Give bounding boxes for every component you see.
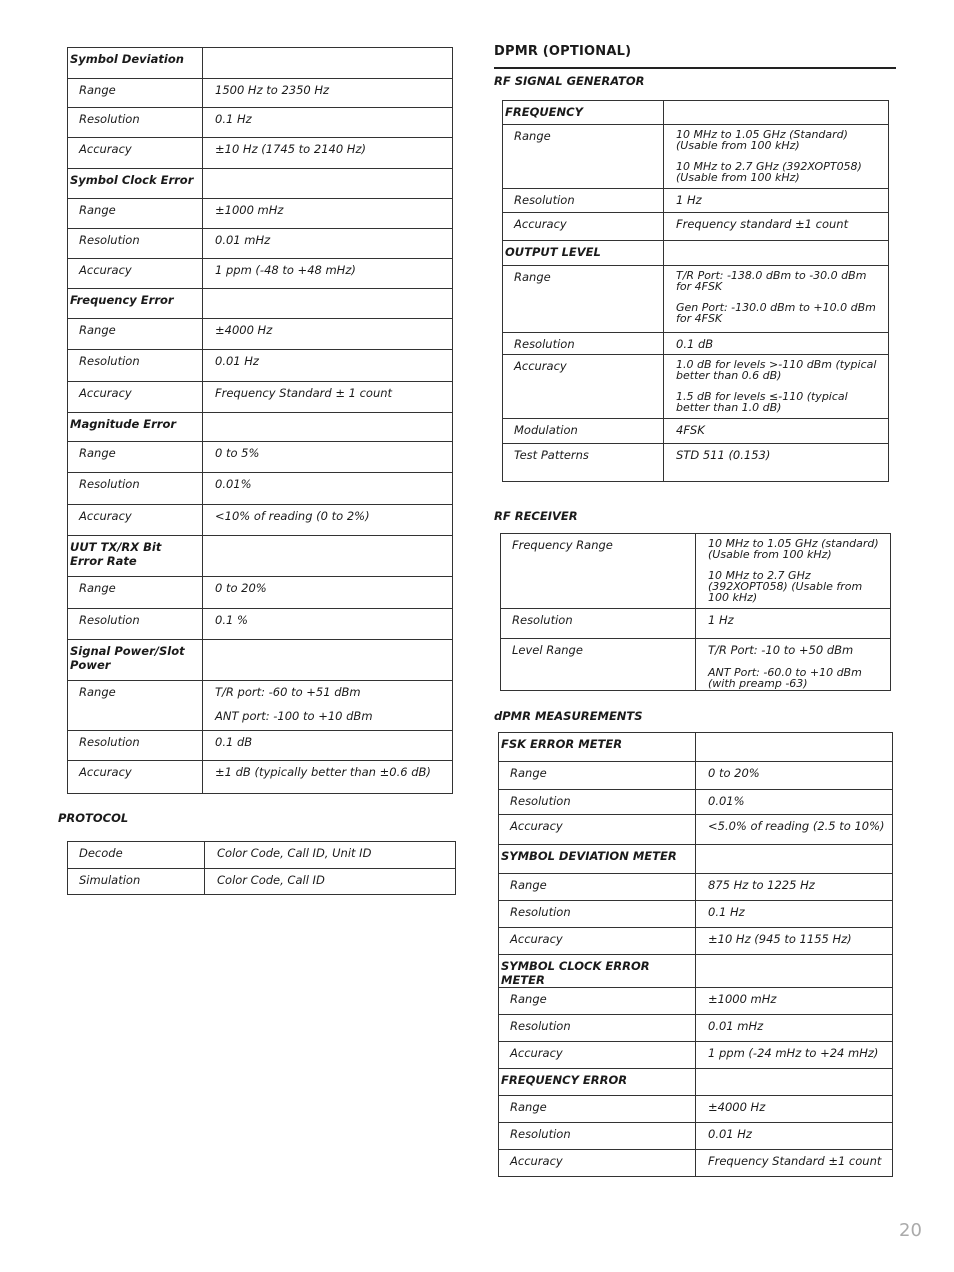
spec-row bbox=[68, 731, 453, 761]
spec-value-cell bbox=[696, 639, 891, 691]
spec-parameter-label: Resolution bbox=[68, 108, 203, 138]
spec-row bbox=[501, 534, 891, 609]
spec-row bbox=[503, 355, 889, 419]
spec-value: 0.01 Hz bbox=[215, 354, 259, 368]
spec-parameter-label: Resolution bbox=[68, 350, 203, 382]
spec-value-cell bbox=[203, 259, 453, 289]
spec-row bbox=[503, 189, 889, 213]
spec-group-title: SYMBOL CLOCK ERROR METER bbox=[499, 955, 696, 988]
spec-value: 0 to 5% bbox=[215, 446, 260, 460]
spec-row bbox=[503, 419, 889, 444]
protocol-spec-table bbox=[67, 841, 456, 895]
spec-value-cell bbox=[203, 681, 453, 731]
spec-value: 0 to 20% bbox=[708, 766, 760, 780]
spec-value: <5.0% of reading (2.5 to 10%) bbox=[708, 819, 885, 833]
spec-value: 0 to 20% bbox=[215, 581, 267, 595]
spec-parameter-label: Range bbox=[68, 199, 203, 229]
spec-group-title: FREQUENCY bbox=[503, 101, 664, 125]
spec-group-empty-cell bbox=[664, 101, 889, 125]
spec-row bbox=[501, 639, 891, 691]
spec-group-empty-cell bbox=[696, 955, 893, 988]
spec-row bbox=[68, 577, 453, 609]
spec-value-cell bbox=[205, 842, 456, 869]
spec-parameter-label: Accuracy bbox=[499, 1042, 696, 1069]
spec-parameter-label: Resolution bbox=[499, 1015, 696, 1042]
page-number: 20 bbox=[899, 1220, 922, 1241]
spec-value-cell bbox=[203, 505, 453, 536]
spec-value-cell bbox=[203, 382, 453, 413]
spec-row bbox=[68, 138, 453, 169]
spec-group-title: UUT TX/RX Bit Error Rate bbox=[68, 536, 203, 577]
spec-group-empty-cell bbox=[203, 289, 453, 319]
spec-parameter-label: Resolution bbox=[499, 1123, 696, 1150]
spec-parameter-label: Accuracy bbox=[68, 259, 203, 289]
spec-value-cell bbox=[203, 350, 453, 382]
spec-group-header-row bbox=[68, 169, 453, 199]
spec-group-header-row bbox=[499, 733, 893, 762]
spec-value-cell bbox=[664, 419, 889, 444]
spec-value-cell bbox=[664, 333, 889, 355]
spec-group-header-row bbox=[68, 48, 453, 79]
spec-value-cell bbox=[203, 229, 453, 259]
spec-value-cell bbox=[696, 1042, 893, 1069]
spec-value-cell bbox=[696, 1096, 893, 1123]
spec-value-cell bbox=[203, 442, 453, 473]
spec-group-header-row bbox=[503, 241, 889, 266]
spec-row bbox=[499, 815, 893, 845]
spec-row bbox=[503, 266, 889, 333]
spec-value: 10 MHz to 2.7 GHz (392XOPT058) (Usable from 100 kHz) bbox=[676, 160, 862, 184]
spec-value: 0.01 Hz bbox=[708, 1127, 752, 1141]
spec-parameter-label: Range bbox=[499, 1096, 696, 1123]
protocol-label: PROTOCOL bbox=[58, 811, 129, 825]
spec-parameter-label: Resolution bbox=[499, 901, 696, 928]
spec-row bbox=[68, 505, 453, 536]
spec-group-empty-cell bbox=[203, 48, 453, 79]
spec-row bbox=[68, 259, 453, 289]
spec-parameter-label: Accuracy bbox=[68, 382, 203, 413]
spec-group-empty-cell bbox=[203, 169, 453, 199]
dpmr-measurements-label: dPMR MEASUREMENTS bbox=[494, 709, 643, 723]
spec-value: STD 511 (0.153) bbox=[676, 448, 771, 462]
spec-parameter-label: Range bbox=[503, 266, 664, 333]
spec-group-title: Symbol Clock Error bbox=[68, 169, 203, 199]
spec-group-header-row bbox=[68, 413, 453, 442]
spec-row bbox=[503, 444, 889, 482]
spec-value: 0.01 mHz bbox=[708, 1019, 764, 1033]
spec-parameter-label: Resolution bbox=[499, 790, 696, 815]
spec-group-empty-cell bbox=[696, 733, 893, 762]
spec-value: 1 ppm (-48 to +48 mHz) bbox=[215, 263, 356, 277]
spec-parameter-label: Range bbox=[68, 319, 203, 350]
spec-parameter-label: Range bbox=[503, 125, 664, 189]
spec-parameter-label: Range bbox=[499, 762, 696, 790]
spec-row bbox=[503, 213, 889, 241]
spec-parameter-label: Accuracy bbox=[68, 505, 203, 536]
spec-row bbox=[501, 609, 891, 639]
rf-receiver-label: RF RECEIVER bbox=[494, 509, 578, 523]
spec-group-title: Frequency Error bbox=[68, 289, 203, 319]
spec-parameter-label: Resolution bbox=[68, 473, 203, 505]
spec-row bbox=[503, 125, 889, 189]
spec-parameter-label: Accuracy bbox=[68, 761, 203, 794]
spec-group-header-row bbox=[499, 845, 893, 874]
spec-value: ±4000 Hz bbox=[215, 323, 273, 337]
spec-value: ANT port: -100 to +10 dBm bbox=[215, 709, 373, 723]
spec-value: ±4000 Hz bbox=[708, 1100, 766, 1114]
spec-value: ±10 Hz (945 to 1155 Hz) bbox=[708, 932, 852, 946]
spec-row bbox=[499, 790, 893, 815]
spec-parameter-label: Accuracy bbox=[503, 355, 664, 419]
spec-group-title: Magnitude Error bbox=[68, 413, 203, 442]
spec-group-title: FREQUENCY ERROR bbox=[499, 1069, 696, 1096]
spec-value-cell bbox=[696, 534, 891, 609]
spec-parameter-label: Resolution bbox=[501, 609, 696, 639]
spec-value-cell bbox=[696, 762, 893, 790]
spec-group-empty-cell bbox=[203, 413, 453, 442]
spec-value: 1 ppm (-24 mHz to +24 mHz) bbox=[708, 1046, 879, 1060]
spec-group-title: FSK ERROR METER bbox=[499, 733, 696, 762]
spec-value-cell bbox=[203, 108, 453, 138]
spec-value-cell bbox=[696, 790, 893, 815]
spec-value: Gen Port: -130.0 dBm to +10.0 dBm for 4FSK bbox=[676, 301, 876, 325]
spec-parameter-label: Resolution bbox=[503, 333, 664, 355]
spec-value: T/R port: -60 to +51 dBm bbox=[215, 685, 361, 699]
spec-row bbox=[499, 874, 893, 901]
spec-row bbox=[68, 319, 453, 350]
spec-parameter-label: Resolution bbox=[68, 731, 203, 761]
spec-parameter-label: Accuracy bbox=[68, 138, 203, 169]
spec-parameter-label: Range bbox=[68, 681, 203, 731]
spec-value: Color Code, Call ID bbox=[217, 873, 325, 887]
spec-group-title: Symbol Deviation bbox=[68, 48, 203, 79]
spec-value-cell bbox=[664, 266, 889, 333]
spec-value: 0.01% bbox=[215, 477, 252, 491]
spec-group-empty-cell bbox=[203, 640, 453, 681]
spec-value: ±1 dB (typically better than ±0.6 dB) bbox=[215, 765, 431, 779]
spec-value-cell bbox=[203, 199, 453, 229]
spec-group-empty-cell bbox=[696, 845, 893, 874]
spec-value-cell bbox=[664, 355, 889, 419]
spec-value: ANT Port: -60.0 to +10 dBm (with preamp -63) bbox=[708, 666, 862, 690]
spec-parameter-label: Accuracy bbox=[499, 928, 696, 955]
spec-group-title: Signal Power/Slot Power bbox=[68, 640, 203, 681]
spec-parameter-label: Resolution bbox=[68, 609, 203, 640]
spec-value-cell bbox=[203, 319, 453, 350]
spec-parameter-label: Range bbox=[68, 79, 203, 108]
spec-value-cell bbox=[696, 815, 893, 845]
spec-parameter-label: Accuracy bbox=[499, 815, 696, 845]
signal-measurement-spec-table bbox=[67, 47, 453, 794]
spec-parameter-label: Resolution bbox=[68, 229, 203, 259]
spec-value: Frequency Standard ±1 count bbox=[708, 1154, 882, 1168]
rf-signal-generator-table bbox=[502, 100, 889, 482]
spec-row bbox=[499, 1096, 893, 1123]
spec-row bbox=[68, 681, 453, 731]
spec-row bbox=[68, 842, 456, 869]
spec-value-cell bbox=[696, 1123, 893, 1150]
spec-value: T/R Port: -138.0 dBm to -30.0 dBm for 4FSK bbox=[676, 269, 867, 293]
spec-value-cell bbox=[696, 609, 891, 639]
spec-value: 1 Hz bbox=[708, 613, 734, 627]
spec-parameter-label: Modulation bbox=[503, 419, 664, 444]
spec-group-header-row bbox=[68, 289, 453, 319]
spec-group-empty-cell bbox=[696, 1069, 893, 1096]
spec-parameter-label: Frequency Range bbox=[501, 534, 696, 609]
spec-value: 0.01% bbox=[708, 794, 745, 808]
spec-row bbox=[499, 988, 893, 1015]
spec-group-header-row bbox=[68, 640, 453, 681]
spec-row bbox=[68, 108, 453, 138]
section-title-rule bbox=[494, 67, 896, 69]
rf-signal-generator-label: RF SIGNAL GENERATOR bbox=[494, 74, 645, 88]
spec-row bbox=[68, 761, 453, 794]
spec-value-cell bbox=[205, 869, 456, 895]
spec-value-cell bbox=[664, 189, 889, 213]
spec-row bbox=[499, 1042, 893, 1069]
spec-value-cell bbox=[696, 1150, 893, 1177]
spec-group-header-row bbox=[503, 101, 889, 125]
spec-value-cell bbox=[696, 928, 893, 955]
spec-value: 1500 Hz to 2350 Hz bbox=[215, 83, 330, 97]
spec-value-cell bbox=[664, 444, 889, 482]
spec-row bbox=[68, 609, 453, 640]
spec-value: 0.1 dB bbox=[676, 337, 714, 351]
dpmr-section-title: DPMR (OPTIONAL) bbox=[494, 44, 632, 59]
spec-value-cell bbox=[203, 79, 453, 108]
spec-row bbox=[68, 869, 456, 895]
spec-row bbox=[68, 350, 453, 382]
spec-value-cell bbox=[696, 1015, 893, 1042]
dpmr-measurements-table bbox=[498, 732, 893, 1177]
spec-value: <10% of reading (0 to 2%) bbox=[215, 509, 370, 523]
spec-value: 0.1 % bbox=[215, 613, 248, 627]
spec-value: 0.1 dB bbox=[215, 735, 253, 749]
spec-row bbox=[499, 928, 893, 955]
spec-row bbox=[68, 442, 453, 473]
spec-value-cell bbox=[696, 901, 893, 928]
spec-parameter-label: Range bbox=[68, 577, 203, 609]
spec-value: 10 MHz to 1.05 GHz (Standard) (Usable from 100 kHz) bbox=[676, 128, 848, 152]
spec-value: Frequency Standard ± 1 count bbox=[215, 386, 393, 400]
spec-row bbox=[499, 762, 893, 790]
spec-row bbox=[68, 79, 453, 108]
spec-value-cell bbox=[664, 125, 889, 189]
spec-value: 0.1 Hz bbox=[708, 905, 745, 919]
spec-parameter-label: Test Patterns bbox=[503, 444, 664, 482]
spec-value-cell bbox=[203, 609, 453, 640]
spec-value: 875 Hz to 1225 Hz bbox=[708, 878, 815, 892]
spec-group-header-row bbox=[499, 955, 893, 988]
spec-parameter-label: Range bbox=[499, 874, 696, 901]
spec-row bbox=[68, 229, 453, 259]
spec-row bbox=[68, 382, 453, 413]
spec-value-cell bbox=[203, 138, 453, 169]
spec-value: 1 Hz bbox=[676, 193, 702, 207]
spec-row bbox=[68, 473, 453, 505]
spec-value: 0.01 mHz bbox=[215, 233, 271, 247]
spec-row bbox=[499, 1015, 893, 1042]
spec-value: ±10 Hz (1745 to 2140 Hz) bbox=[215, 142, 366, 156]
spec-value: 10 MHz to 1.05 GHz (standard) (Usable from 100 kHz) bbox=[708, 537, 879, 561]
spec-value: 1.5 dB for levels ≤-110 (typical better than 1.0 dB) bbox=[676, 390, 848, 414]
spec-value-cell bbox=[696, 988, 893, 1015]
spec-group-empty-cell bbox=[203, 536, 453, 577]
spec-value: Color Code, Call ID, Unit ID bbox=[217, 846, 372, 860]
spec-value: 10 MHz to 2.7 GHz (392XOPT058) (Usable from 100 kHz) bbox=[708, 569, 863, 604]
spec-group-title: OUTPUT LEVEL bbox=[503, 241, 664, 266]
spec-value: 4FSK bbox=[676, 423, 705, 437]
spec-parameter-label: Resolution bbox=[503, 189, 664, 213]
spec-value: T/R Port: -10 to +50 dBm bbox=[708, 643, 854, 657]
spec-group-empty-cell bbox=[664, 241, 889, 266]
spec-parameter-label: Range bbox=[499, 988, 696, 1015]
spec-group-header-row bbox=[499, 1069, 893, 1096]
spec-row bbox=[499, 1123, 893, 1150]
spec-group-header-row bbox=[68, 536, 453, 577]
spec-group-title: SYMBOL DEVIATION METER bbox=[499, 845, 696, 874]
spec-parameter-label: Range bbox=[68, 442, 203, 473]
spec-row bbox=[499, 901, 893, 928]
spec-value-cell bbox=[203, 577, 453, 609]
spec-value-cell bbox=[664, 213, 889, 241]
spec-parameter-label: Decode bbox=[68, 842, 205, 869]
spec-value: ±1000 mHz bbox=[708, 992, 777, 1006]
spec-value-cell bbox=[203, 731, 453, 761]
spec-value: Frequency standard ±1 count bbox=[676, 217, 849, 231]
rf-receiver-table bbox=[500, 533, 891, 691]
spec-value: ±1000 mHz bbox=[215, 203, 284, 217]
spec-value: 0.1 Hz bbox=[215, 112, 252, 126]
spec-value-cell bbox=[696, 874, 893, 901]
spec-value-cell bbox=[203, 761, 453, 794]
spec-parameter-label: Accuracy bbox=[503, 213, 664, 241]
spec-parameter-label: Simulation bbox=[68, 869, 205, 895]
spec-row bbox=[503, 333, 889, 355]
spec-row bbox=[68, 199, 453, 229]
spec-value: 1.0 dB for levels >-110 dBm (typical better than 0.6 dB) bbox=[676, 358, 877, 382]
spec-parameter-label: Level Range bbox=[501, 639, 696, 691]
spec-row bbox=[499, 1150, 893, 1177]
spec-value-cell bbox=[203, 473, 453, 505]
spec-parameter-label: Accuracy bbox=[499, 1150, 696, 1177]
